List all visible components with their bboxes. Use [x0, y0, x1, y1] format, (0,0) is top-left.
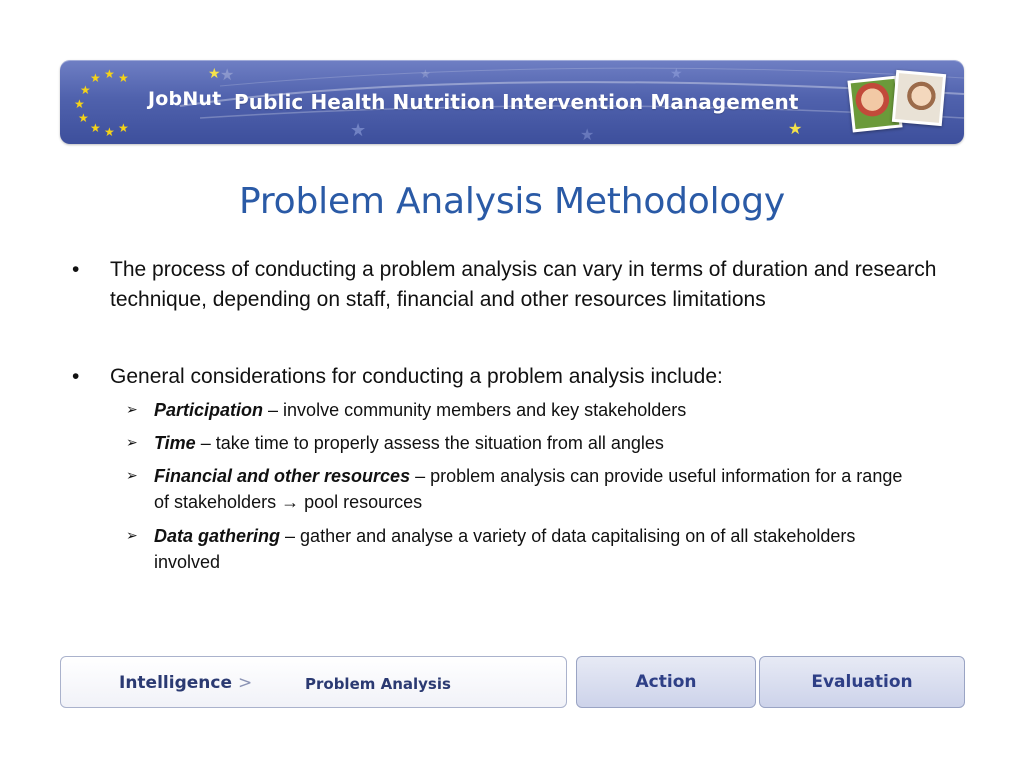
arrow-bullet-icon: ➢	[126, 528, 138, 544]
bullet-marker: •	[72, 365, 80, 388]
svg-text:★: ★	[788, 121, 803, 138]
svg-text:★: ★	[220, 67, 235, 84]
star-icon: ★	[118, 121, 129, 135]
svg-text:★: ★	[208, 65, 221, 81]
svg-text:★: ★	[350, 120, 367, 140]
bullet-marker: •	[72, 258, 80, 281]
breadcrumb-intelligence[interactable]	[119, 673, 252, 693]
footer-navigation	[60, 656, 964, 708]
bullet-text: General considerations for conducting a problem analysis include:	[110, 365, 723, 388]
tab-evaluation[interactable]	[759, 656, 965, 708]
star-icon: ★	[80, 83, 91, 97]
star-icon: ★	[74, 97, 85, 111]
subbullet-text: – gather and analyse a variety of data capitalising on of all stakeholders involved	[154, 526, 856, 572]
banner-title: Public Health Nutrition Intervention Management	[234, 90, 799, 114]
breadcrumb-current: Problem Analysis	[305, 675, 451, 693]
tab-action[interactable]	[576, 656, 756, 708]
subbullet-term: Time	[154, 433, 196, 453]
breadcrumb	[60, 656, 567, 708]
subbullet-term: Financial and other resources	[154, 466, 411, 486]
tab-action-label: Action	[635, 672, 697, 692]
subbullet-text: – problem analysis can provide useful information for a range of stakeholders → pool resources	[154, 466, 903, 512]
arrow-bullet-icon: ➢	[126, 435, 138, 451]
star-icon: ★	[118, 71, 129, 85]
svg-text:★: ★	[580, 127, 595, 144]
star-icon: ★	[90, 121, 101, 135]
subbullet-text: – take time to properly assess the situation from all angles	[195, 433, 664, 453]
tab-evaluation-label: Evaluation	[811, 672, 913, 692]
star-icon: ★	[104, 67, 115, 81]
jobnut-logo: JobNut	[148, 88, 222, 110]
slide-title: Problem Analysis Methodology	[238, 181, 786, 222]
subbullet-term: Participation	[154, 400, 264, 420]
header-photos	[846, 68, 946, 138]
star-icon: ★	[104, 125, 115, 139]
breadcrumb-intelligence-label: Intelligence	[119, 673, 232, 693]
bullet-text: The process of conducting a problem analysis can vary in terms of duration and research technique, depending on staff, financial and other resources limitations	[110, 258, 937, 311]
header-banner	[60, 60, 964, 144]
svg-text:★: ★	[670, 65, 683, 81]
star-icon: ★	[78, 111, 89, 125]
arrow-bullet-icon: ➢	[126, 468, 138, 484]
eu-stars-logo	[68, 64, 148, 140]
arrow-bullet-icon: ➢	[126, 402, 138, 418]
chevron-right-icon: >	[237, 673, 253, 693]
star-icon: ★	[90, 71, 101, 85]
photo-mother-baby	[892, 70, 946, 126]
svg-text:★: ★	[420, 67, 431, 81]
subbullet-text: – involve community members and key stakeholders	[263, 400, 687, 420]
subbullet-term: Data gathering	[154, 526, 281, 546]
